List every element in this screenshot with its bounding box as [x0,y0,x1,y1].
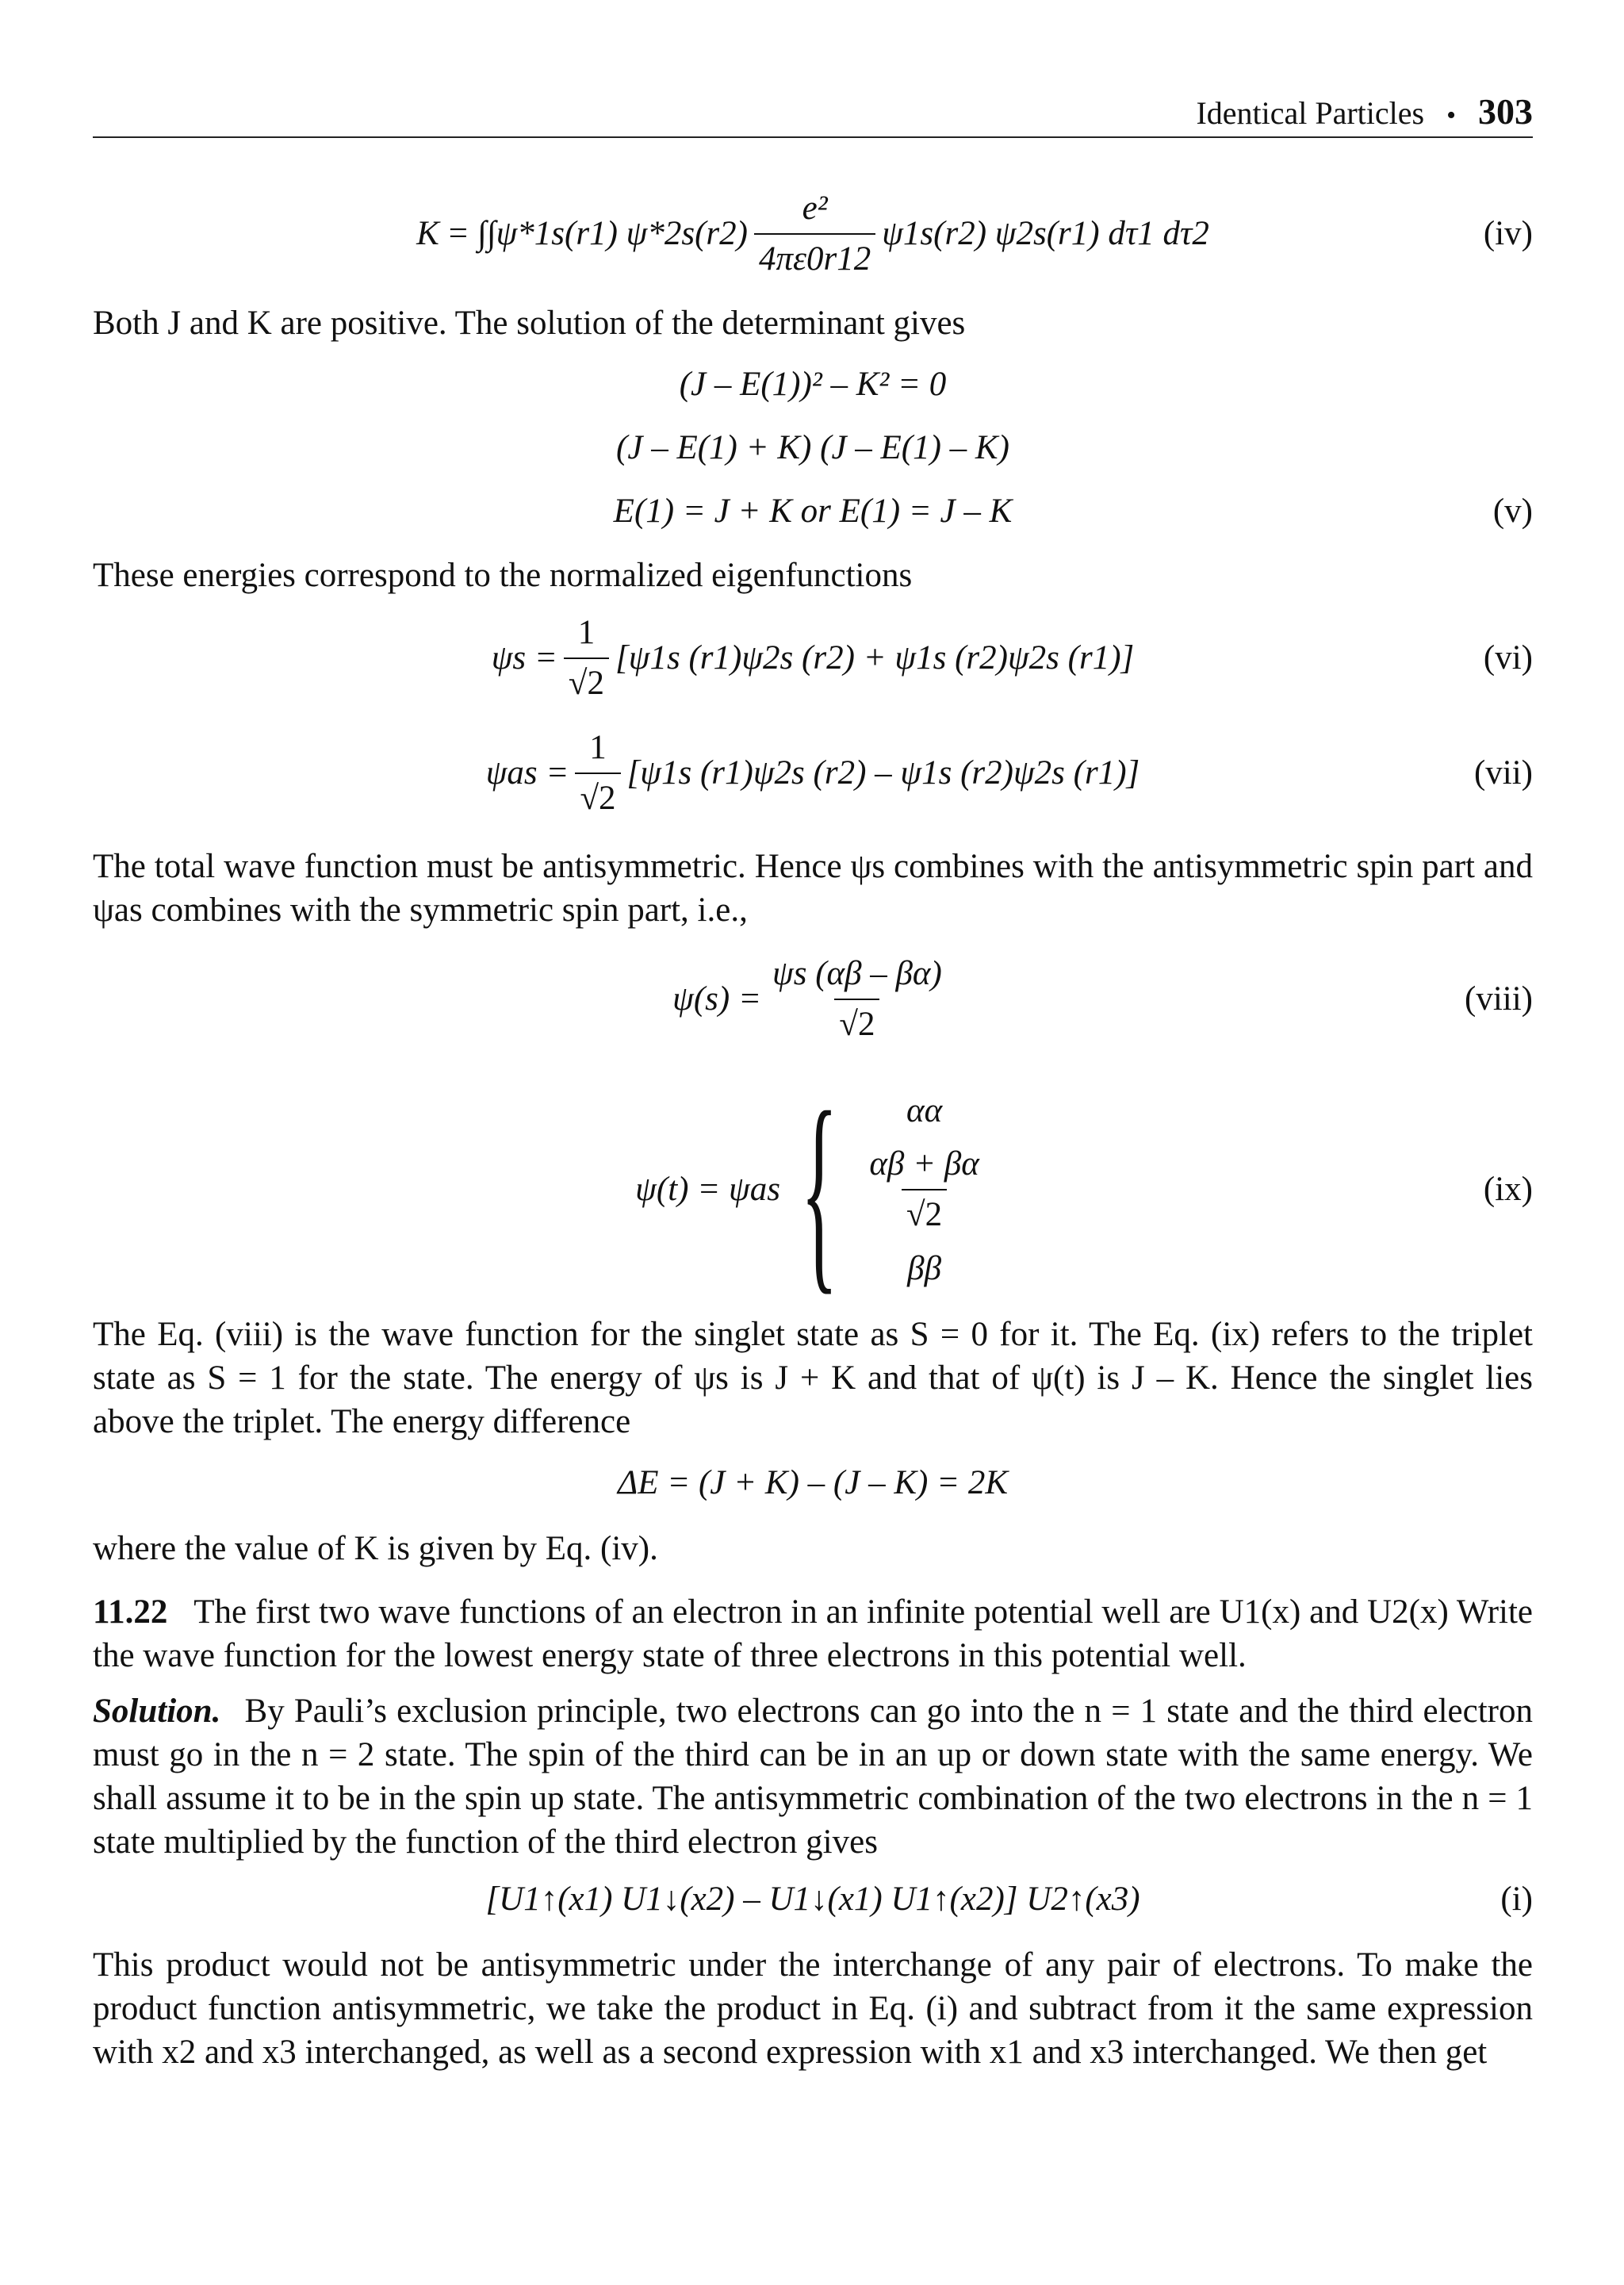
eq-i-body: [U1↑(x1) U1↓(x2) – U1↓(x1) U1↑(x2)] U2↑(x3) [485,1881,1140,1919]
eq-iv-integrand-pre: ∫∫ψ*1s(r1) ψ*2s(r2) [477,215,748,253]
running-header [93,89,1533,138]
equation-i [93,1876,1533,1923]
text-6: This product would not be antisymmetric under the interchange of any pair of electrons. To make the product function antisymmetric, we take the product in Eq. (i) and subtract from it the same expression with x2 and x3 interchanged, as well as a second expression with x1 and x3 interchanged. We then get [93,1946,1533,2071]
text-3: The total wave function must be antisymmetric. Hence ψs combines with the antisymmetric spin part and ψas combines with the symmetric spin part, i.e., [93,848,1533,929]
eq-viii-lhs: ψ(s) = [672,980,762,1018]
problem-number: 11.22 [93,1593,168,1631]
eq-iv-lhs: K [416,215,439,253]
paragraph-antisymmetric [93,845,1533,932]
solution-label: Solution. [93,1693,221,1730]
solution-paragraph [93,1689,1533,1864]
eq-iv-fraction [754,187,875,281]
equation-delta-e: ΔE = (J + K) – (J – K) = 2K [617,1464,1009,1502]
eq-vii-lhs: ψas = [485,754,569,792]
eq-vi-body: [ψ1s (r1)ψ2s (r2) + ψ1s (r2)ψ2s (r1)] [615,639,1135,677]
left-brace: { [800,1066,838,1313]
header-bullet: • [1446,101,1456,130]
eq-iv-tag: (iv) [1483,215,1533,253]
eq-iv-integrand-post: ψ1s(r2) ψ2s(r1) dτ1 dτ2 [882,215,1209,253]
page-number: 303 [1478,91,1533,132]
paragraph-eigenfunctions [93,554,1533,597]
eq-ix-tag: (ix) [1483,1171,1533,1209]
text-1: Both J and K are positive. The solution of the determinant gives [93,305,966,342]
eq-vi-fraction: $\frac{1}{√2}$ [564,612,609,705]
eq-iv-denominator: 4πε0r12 [754,233,875,281]
paragraph-singlet-triplet [93,1313,1533,1443]
equation-iv: K = ∫∫ψ*1s(r1) ψ*2s(r2) $\frac{\text{e²}}{4\pi\varepsilon 0r12}$ ψ1s(r2) ψ2s(r1) dτ1 dτ2 (iv) [93,186,1533,282]
eq-i-tag: (i) [1500,1881,1533,1919]
paragraph-antisymmetrize [93,1943,1533,2074]
solution-text: By Pauli’s exclusion principle, two electrons can go into the n = 1 state and the third electron must go in the n = 2 state. The spin of the third can be in an up or down state with the same energy. We shall assume it to be in the spin up state. The antisymmetric combination of the two electrons in the n = 1 state multiplied by the function of the third electron gives [93,1693,1533,1861]
text-2: These energies correspond to the normalized eigenfunctions [93,557,913,594]
eq-viii-tag: (viii) [1465,980,1533,1018]
eq-vi-tag: (vi) [1483,639,1533,677]
equation-v-line3: E(1) = J + K or E(1) = J – K (v) [93,488,1533,535]
paragraph-value-of-k [93,1527,1533,1570]
eq-ix-row3: ββ [907,1249,941,1287]
equation-ix [93,1066,1533,1313]
equation-v-line2: (J – E(1) + K) (J – E(1) – K) [616,429,1009,467]
header-title: Identical Particles [1196,95,1425,131]
equation-v-line1: (J – E(1))² – K² = 0 [679,366,947,404]
eq-vi-lhs: ψs = [491,639,557,677]
equation-vii [93,726,1533,821]
eq-vii-fraction: $\frac{1}{√2}$ [575,727,620,820]
problem-11-22 [93,1590,1533,1677]
eq-v-tag: (v) [1492,493,1533,531]
eq-viii-fraction: $\frac{\psi s (\alpha\beta - \beta\alpha)}{√2}$ [768,953,947,1046]
text-5: where the value of K is given by Eq. (iv). [93,1530,658,1567]
eq-ix-cases [858,1090,990,1290]
equation-vi [93,611,1533,706]
eq-ix-lhs: ψ(t) = ψas [635,1171,780,1209]
eq-ix-row1: αα [906,1091,943,1129]
eq-vii-body: [ψ1s (r1)ψ2s (r2) – ψ1s (r2)ψ2s (r1)] [626,754,1140,792]
eq-iv-numerator: e² [802,190,828,228]
problem-text: The first two wave functions of an electron in an infinite potential well are U1(x) and U2(x) Write the wave function for the lowest energy state of three electrons in this potential well. [93,1593,1534,1674]
eq-vii-tag: (vii) [1473,754,1533,792]
text-4: The Eq. (viii) is the wave function for the singlet state as S = 0 for it. The Eq. (ix) refers to the triplet state as S = 1 for the state. The energy of ψs is J + K and that of ψ(t) is J – K. Hence the singlet lies above the triplet. The energy difference [93,1316,1533,1440]
paragraph-determinant [93,301,1533,345]
eq-ix-row2: $\frac{\alpha\beta + \beta\alpha}{√2}$ [864,1143,984,1236]
equation-viii [93,948,1533,1051]
